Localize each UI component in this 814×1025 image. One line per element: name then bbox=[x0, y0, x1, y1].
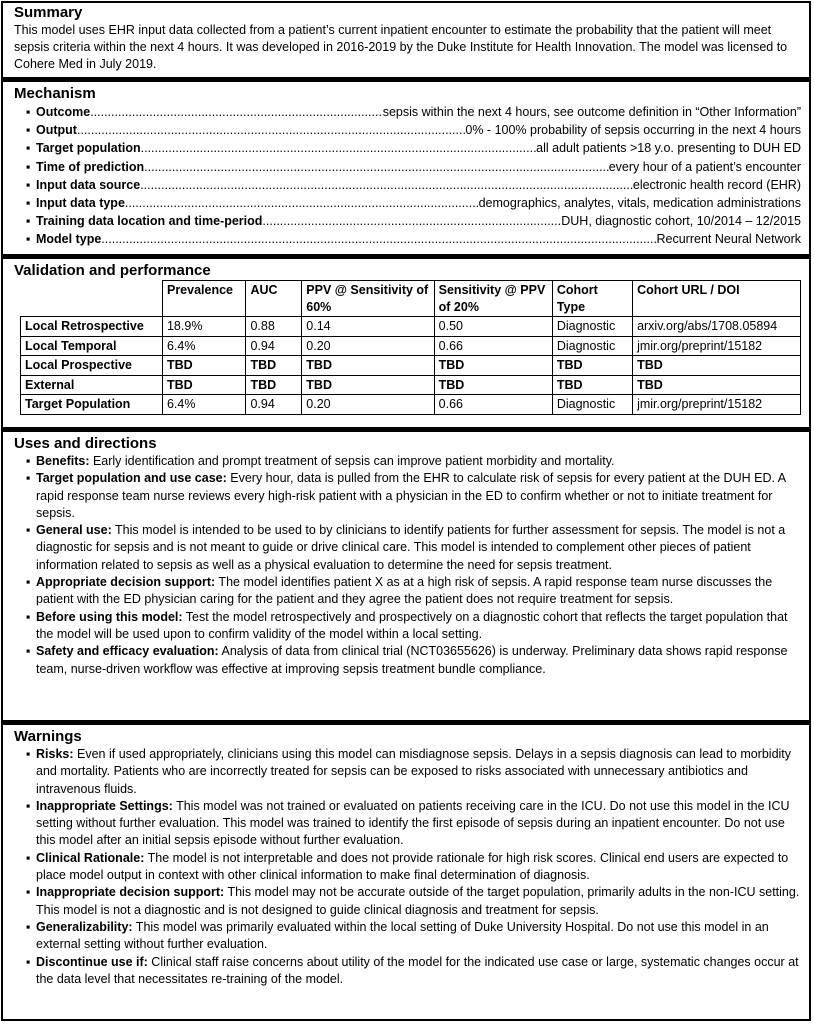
bullet-icon: ▪ bbox=[26, 123, 31, 138]
table-cell: Diagnostic bbox=[552, 317, 632, 337]
warning-item bbox=[14, 798, 801, 850]
item-text: Clinical staff raise concerns about utility of the model for the indicated use case or large, systematic changes occur at the data level that necessitates re-training of the model. bbox=[36, 954, 799, 986]
dot-leader bbox=[141, 139, 537, 157]
row-label: Local Temporal bbox=[21, 336, 163, 356]
mechanism-key: Training data location and time-period bbox=[36, 214, 263, 229]
table-cell: 6.4% bbox=[162, 395, 245, 415]
mechanism-key: Time of prediction bbox=[36, 159, 145, 174]
item-lead: Before using this model: bbox=[36, 609, 183, 624]
mechanism-key: Output bbox=[36, 123, 77, 138]
bullet-icon: ▪ bbox=[26, 471, 31, 486]
item-lead: Clinical Rationale: bbox=[36, 850, 145, 865]
bullet-icon: ▪ bbox=[26, 954, 31, 969]
mechanism-value: electronic health record (EHR) bbox=[632, 177, 801, 192]
dot-leader bbox=[140, 176, 633, 194]
item-text: Even if used appropriately, clinicians using this model can misdiagnose sepsis. Delays in a sepsis diagnosis can lead to morbidity and mortality. Patients who are incorrectly treated for sepsis can be exposed to risks associated with unnecessary antibiotics and intravenous fluids. bbox=[36, 747, 792, 796]
item-lead: Generalizability: bbox=[36, 919, 133, 934]
row-label: External bbox=[21, 375, 163, 395]
warning-item bbox=[14, 884, 801, 919]
table-cell: 0.88 bbox=[246, 317, 302, 337]
mechanism-key: Input data type bbox=[36, 196, 125, 211]
warning-item bbox=[14, 954, 801, 989]
item-lead: General use: bbox=[36, 523, 112, 538]
uses-item bbox=[14, 522, 801, 574]
mechanism-value: all adult patients >18 y.o. presenting to DUH ED bbox=[536, 141, 801, 156]
validation-section bbox=[3, 259, 809, 427]
item-lead: Inappropriate decision support: bbox=[36, 885, 225, 900]
item-lead: Discontinue use if: bbox=[36, 954, 148, 969]
mechanism-value: 0% - 100% probability of sepsis occurring in the next 4 hours bbox=[465, 123, 801, 138]
mechanism-item bbox=[14, 194, 801, 212]
mechanism-item bbox=[14, 230, 801, 248]
item-lead: Target population and use case: bbox=[36, 471, 227, 486]
bullet-icon: ▪ bbox=[26, 177, 31, 192]
summary-heading: Summary bbox=[14, 4, 83, 21]
table-cell: 0.50 bbox=[434, 317, 552, 337]
table-cell: TBD bbox=[246, 356, 302, 376]
mechanism-value: DUH, diagnostic cohort, 10/2014 – 12/2015 bbox=[561, 214, 801, 229]
bullet-icon: ▪ bbox=[26, 196, 31, 211]
column-header: PPV @ Sensitivity of 60% bbox=[302, 281, 434, 317]
table-corner-cell bbox=[21, 281, 163, 317]
bullet-icon: ▪ bbox=[26, 159, 31, 174]
item-lead: Safety and efficacy evaluation: bbox=[36, 644, 219, 659]
table-cell: Diagnostic bbox=[552, 395, 632, 415]
table-cell: arxiv.org/abs/1708.05894 bbox=[633, 317, 801, 337]
bullet-icon: ▪ bbox=[26, 850, 31, 865]
table-cell: TBD bbox=[633, 356, 801, 376]
bullet-icon: ▪ bbox=[26, 885, 31, 900]
column-header: Prevalence bbox=[162, 281, 245, 317]
mechanism-value: Recurrent Neural Network bbox=[656, 232, 801, 247]
mechanism-item bbox=[14, 212, 801, 230]
item-lead: Appropriate decision support: bbox=[36, 575, 216, 590]
item-text: Early identification and prompt treatment of sepsis can improve patient morbidity and mortality. bbox=[89, 454, 615, 468]
item-text: Analysis of data from clinical trial (NCT03655626) is underway. Preliminary data shows rapid response team, nurse-driven workflow was effective at improving sepsis treatment bundle compliance. bbox=[36, 644, 788, 676]
table-row bbox=[21, 356, 801, 376]
column-header: AUC bbox=[246, 281, 302, 317]
bullet-icon: ▪ bbox=[26, 575, 31, 590]
warning-item bbox=[14, 746, 801, 798]
table-row bbox=[21, 395, 801, 415]
table-row bbox=[21, 317, 801, 337]
item-text: The model is not interpretable and does not provide rationale for high risk scores. Clinical end users are expected to place model output in context with other clinical information to make final determination of diagnosis. bbox=[36, 850, 789, 883]
table-cell: 0.20 bbox=[302, 336, 434, 356]
table-cell: TBD bbox=[434, 375, 552, 395]
row-label: Local Retrospective bbox=[21, 317, 163, 337]
dot-leader bbox=[144, 158, 609, 176]
mechanism-item bbox=[14, 139, 801, 157]
bullet-icon: ▪ bbox=[26, 214, 31, 229]
bullet-icon: ▪ bbox=[26, 798, 31, 813]
warnings-list bbox=[14, 746, 801, 988]
table-cell: TBD bbox=[162, 375, 245, 395]
table-cell: TBD bbox=[552, 375, 632, 395]
dot-leader bbox=[77, 121, 465, 139]
table-cell: TBD bbox=[434, 356, 552, 376]
item-text: This model was not trained or evaluated on patients receiving care in the ICU. Do not use this model in the ICU setting without further evaluation. This model was trained to identify the first episode of sepsis during an inpatient encounter. Do not use this model after an initial sepsis episode without further evaluation. bbox=[36, 798, 790, 848]
warnings-heading: Warnings bbox=[14, 728, 82, 745]
uses-item bbox=[14, 574, 801, 609]
dot-leader bbox=[262, 212, 561, 230]
warning-item bbox=[14, 919, 801, 954]
column-header: Cohort Type bbox=[552, 281, 632, 317]
table-row bbox=[21, 375, 801, 395]
mechanism-heading: Mechanism bbox=[14, 85, 96, 102]
mechanism-key: Input data source bbox=[36, 177, 141, 192]
table-cell: 0.94 bbox=[246, 395, 302, 415]
uses-list bbox=[14, 453, 801, 678]
table-cell: 0.14 bbox=[302, 317, 434, 337]
table-cell: TBD bbox=[302, 375, 434, 395]
item-text: This model is intended to be used to by clinicians to identify patients for further assessment for sepsis. The model is not a diagnostic for sepsis and is not meant to guide or drive clinical care. This model is intended to complement other pieces of patient information related to sepsis as well as a physical evaluation to determine the need for sepsis treatment. bbox=[36, 523, 786, 572]
table-cell: TBD bbox=[552, 356, 632, 376]
table-cell: 0.66 bbox=[434, 336, 552, 356]
item-text: This model may not be accurate outside of the target population, primarily adults in the non-ICU setting. This model is not a diagnostic and is not designed to guide clinical diagnosis and treatment for sepsis. bbox=[36, 885, 800, 917]
table-cell: jmir.org/preprint/15182 bbox=[633, 395, 801, 415]
item-lead: Benefits: bbox=[36, 454, 90, 468]
table-cell: 0.20 bbox=[302, 395, 434, 415]
column-header: Sensitivity @ PPV of 20% bbox=[434, 281, 552, 317]
summary-text: This model uses EHR input data collected from a patient’s current inpatient encounter to estimate the probability that the patient will meet sepsis criteria within the next 4 hours. It was developed in 2016-2019 by the Duke Institute for Health Innovation. The model was licensed to Cohere Med in July 2019. bbox=[14, 23, 788, 71]
column-header: Cohort URL / DOI bbox=[633, 281, 801, 317]
dot-leader bbox=[125, 194, 479, 212]
bullet-icon: ▪ bbox=[26, 523, 31, 538]
performance-table bbox=[20, 280, 801, 415]
uses-item bbox=[14, 609, 801, 644]
item-lead: Risks: bbox=[36, 747, 74, 761]
item-text: Every hour, data is pulled from the EHR to calculate risk of sepsis for every patient at the DUH ED. A rapid response team nurse reviews every high-risk patient with a physician in the ED to confirm whether or not to initiate treatment for sepsis. bbox=[36, 471, 786, 520]
table-cell: 0.94 bbox=[246, 336, 302, 356]
mechanism-value: every hour of a patient’s encounter bbox=[608, 159, 801, 174]
mechanism-value: demographics, analytes, vitals, medication administrations bbox=[478, 196, 801, 211]
table-cell: TBD bbox=[302, 356, 434, 376]
table-cell: 6.4% bbox=[162, 336, 245, 356]
table-cell: TBD bbox=[162, 356, 245, 376]
item-text: This model was primarily evaluated within the local setting of Duke University Hospital. Do not use this model in an external setting without further evaluation. bbox=[36, 919, 769, 952]
bullet-icon: ▪ bbox=[26, 141, 31, 156]
warnings-section bbox=[3, 725, 809, 988]
table-cell: 18.9% bbox=[162, 317, 245, 337]
bullet-icon: ▪ bbox=[26, 747, 31, 761]
table-cell: Diagnostic bbox=[552, 336, 632, 356]
mechanism-value: sepsis within the next 4 hours, see outcome definition in “Other Information” bbox=[382, 105, 801, 119]
mechanism-list bbox=[14, 103, 801, 249]
bullet-icon: ▪ bbox=[26, 454, 31, 468]
item-text: The model identifies patient X as at a high risk of sepsis. A rapid response team nurse discusses the patient with the ED physician caring for the patient and they agree the patient does not require treatment for sepsis. bbox=[36, 575, 773, 607]
dot-leader bbox=[90, 103, 383, 121]
uses-item bbox=[14, 470, 801, 522]
item-lead: Inappropriate Settings: bbox=[36, 798, 173, 813]
uses-heading: Uses and directions bbox=[14, 435, 157, 452]
row-label: Local Prospective bbox=[21, 356, 163, 376]
table-header-row bbox=[21, 281, 801, 317]
mechanism-item bbox=[14, 158, 801, 176]
validation-heading: Validation and performance bbox=[14, 262, 211, 279]
table-cell: TBD bbox=[633, 375, 801, 395]
table-cell: TBD bbox=[246, 375, 302, 395]
bullet-icon: ▪ bbox=[26, 919, 31, 934]
item-text: Test the model retrospectively and prospectively on a diagnostic cohort that reflects the target population that the model will be used upon to confirm validity of the model within a local setting. bbox=[36, 609, 788, 641]
dot-leader bbox=[101, 230, 656, 248]
table-cell: 0.66 bbox=[434, 395, 552, 415]
mechanism-key: Model type bbox=[36, 232, 102, 247]
bullet-icon: ▪ bbox=[26, 232, 31, 247]
mechanism-item bbox=[14, 176, 801, 194]
mechanism-key: Outcome bbox=[36, 105, 91, 119]
uses-item bbox=[14, 643, 801, 678]
bullet-icon: ▪ bbox=[26, 644, 31, 659]
mechanism-key: Target population bbox=[36, 141, 141, 156]
mechanism-section bbox=[3, 82, 809, 254]
table-row bbox=[21, 336, 801, 356]
table-cell: jmir.org/preprint/15182 bbox=[633, 336, 801, 356]
mechanism-item bbox=[14, 121, 801, 139]
mechanism-item bbox=[14, 103, 801, 121]
row-label: Target Population bbox=[21, 395, 163, 415]
bullet-icon: ▪ bbox=[26, 105, 31, 119]
uses-section bbox=[3, 432, 809, 720]
uses-item bbox=[14, 453, 801, 470]
table-body bbox=[21, 317, 801, 415]
model-facts-label bbox=[1, 1, 811, 1021]
warning-item bbox=[14, 850, 801, 885]
summary-section bbox=[3, 3, 809, 77]
bullet-icon: ▪ bbox=[26, 609, 31, 624]
